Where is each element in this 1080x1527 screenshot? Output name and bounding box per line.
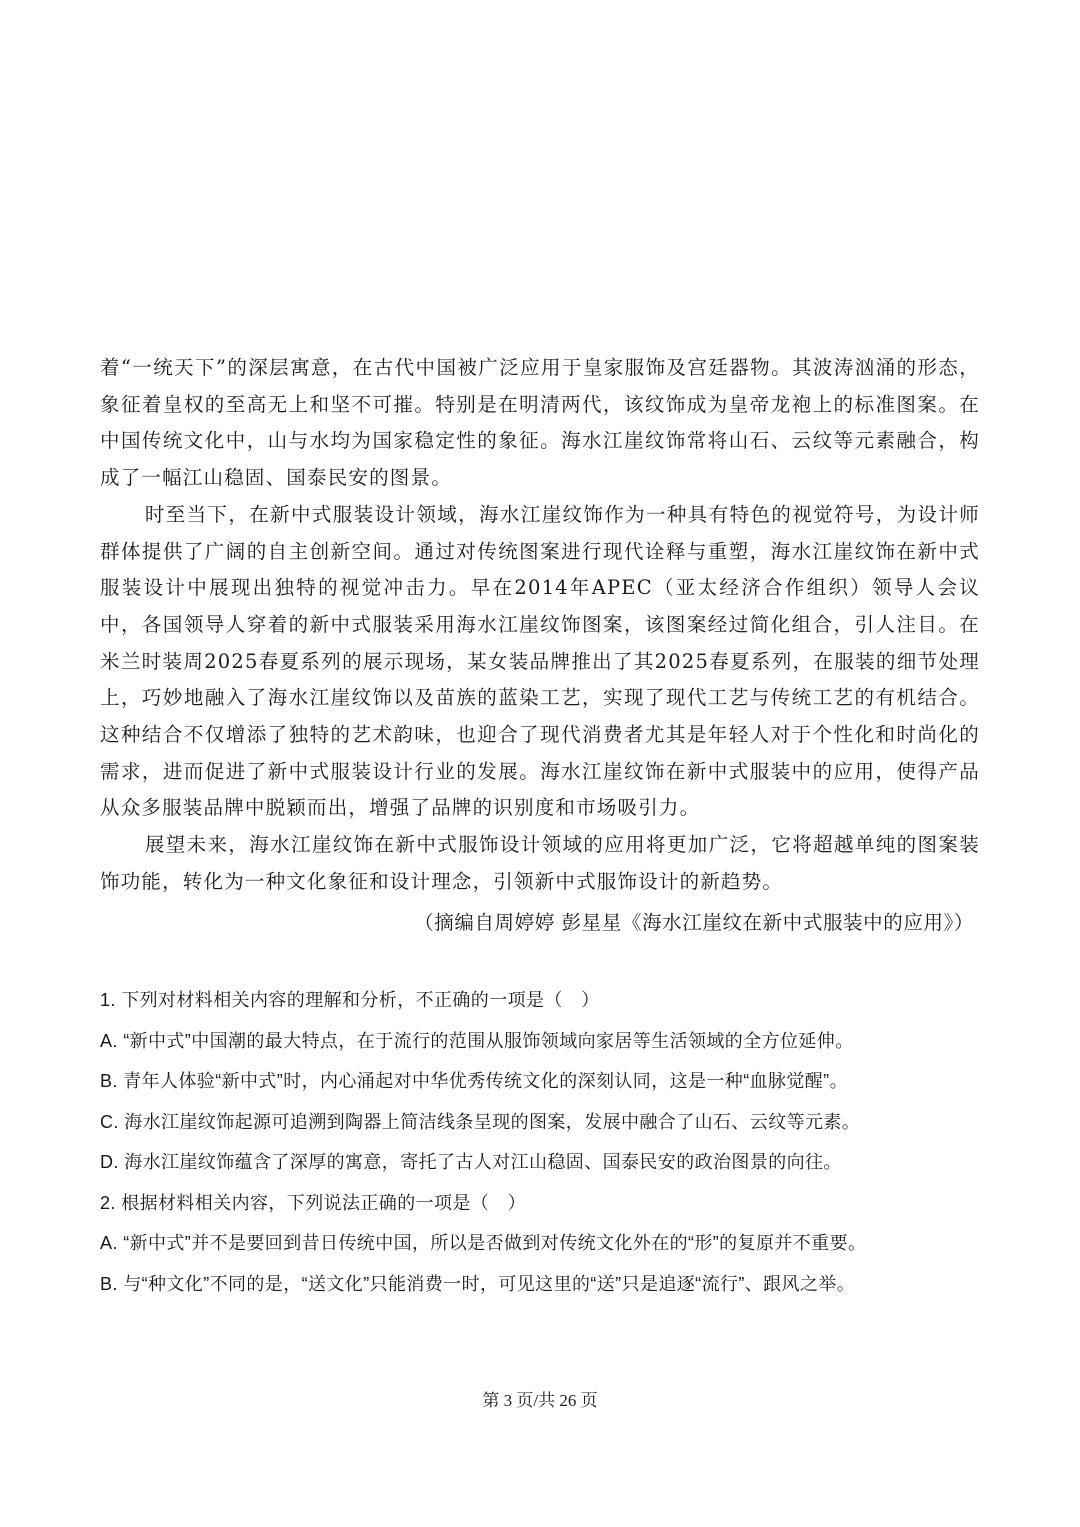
question-list [100,980,980,1304]
question-option: B. 与“种文化”不同的是，“送文化”只能消费一时，可见这里的“送”只是追逐“流行”、跟风之举。 [100,1273,856,1294]
question-2 [100,1183,980,1305]
question-1 [100,980,980,1183]
passage-paragraph: 时至当下，在新中式服装设计领域，海水江崖纹饰作为一种具有特色的视觉符号，为设计师群体提供了广阔的自主创新空间。通过对传统图案进行现代诠释与重塑，海水江崖纹饰在新中式服装设计中展现出独特的视觉冲击力。早在2014年APEC（亚太经济合作组织）领导人会议中，各国领导人穿着的新中式服装采用海水江崖纹饰图案，该图案经过简化组合，引人注目。在米兰时装周2025春夏系列的展示现场，某女装品牌推出了其2025春夏系列，在服装的细节处理上，巧妙地融入了海水江崖纹饰以及苗族的蓝染工艺，实现了现代工艺与传统工艺的有机结合。这种结合不仅增添了独特的艺术韵味，也迎合了现代消费者尤其是年轻人对于个性化和时尚化的需求，进而促进了新中式服装设计行业的发展。海水江崖纹饰在新中式服装中的应用，使得产品从众多服装品牌中脱颖而出，增强了品牌的识别度和市场吸引力。 [100,502,980,820]
passage-source: （摘编自周婷婷 彭星星《海水江崖纹在新中式服装中的应用》） [414,910,974,934]
question-option: A. “新中式”并不是要回到昔日传统中国，所以是否做到对传统文化外在的“形”的复原并不重要。 [100,1233,867,1253]
passage-paragraph: 着“一统天下”的深层寓意，在古代中国被广泛应用于皇家服饰及宫廷器物。其波涛汹涌的形态，象征着皇权的至高无上和坚不可摧。特别是在明清两代，该纹饰成为皇帝龙袍上的标准图案。在中国传统文化中，山与水均为国家稳定性的象征。海水江崖纹饰常将山石、云纹等元素融合，构成了一幅江山稳固、国泰民安的图景。 [100,356,980,490]
page-number: 第 3 页/共 26 页 [482,1391,598,1410]
reading-passage [100,350,980,941]
question-option: B. 青年人体验“新中式”时，内心涌起对中华优秀传统文化的深刻认同，这是一种“血脉觉醒”。 [100,1071,848,1091]
passage-paragraph: 展望未来，海水江崖纹饰在新中式服饰设计领域的应用将更加广泛，它将超越单纯的图案装饰功能，转化为一种文化象征和设计理念，引领新中式服饰设计的新趋势。 [100,833,980,893]
question-stem: 1. 下列对材料相关内容的理解和分析，不正确的一项是（ ） [100,990,600,1010]
question-option: C. 海水江崖纹饰起源可追溯到陶器上简洁线条呈现的图案，发展中融合了山石、云纹等元素。 [100,1111,861,1132]
question-stem: 2. 根据材料相关内容，下列说法正确的一项是（ ） [100,1192,527,1213]
question-option: D. 海水江崖纹饰蕴含了深厚的寓意，寄托了古人对江山稳固、国泰民安的政治图景的向往。 [100,1152,842,1172]
question-option: A. “新中式”中国潮的最大特点，在于流行的范围从服饰领域向家居等生活领域的全方位延伸。 [100,1030,854,1051]
